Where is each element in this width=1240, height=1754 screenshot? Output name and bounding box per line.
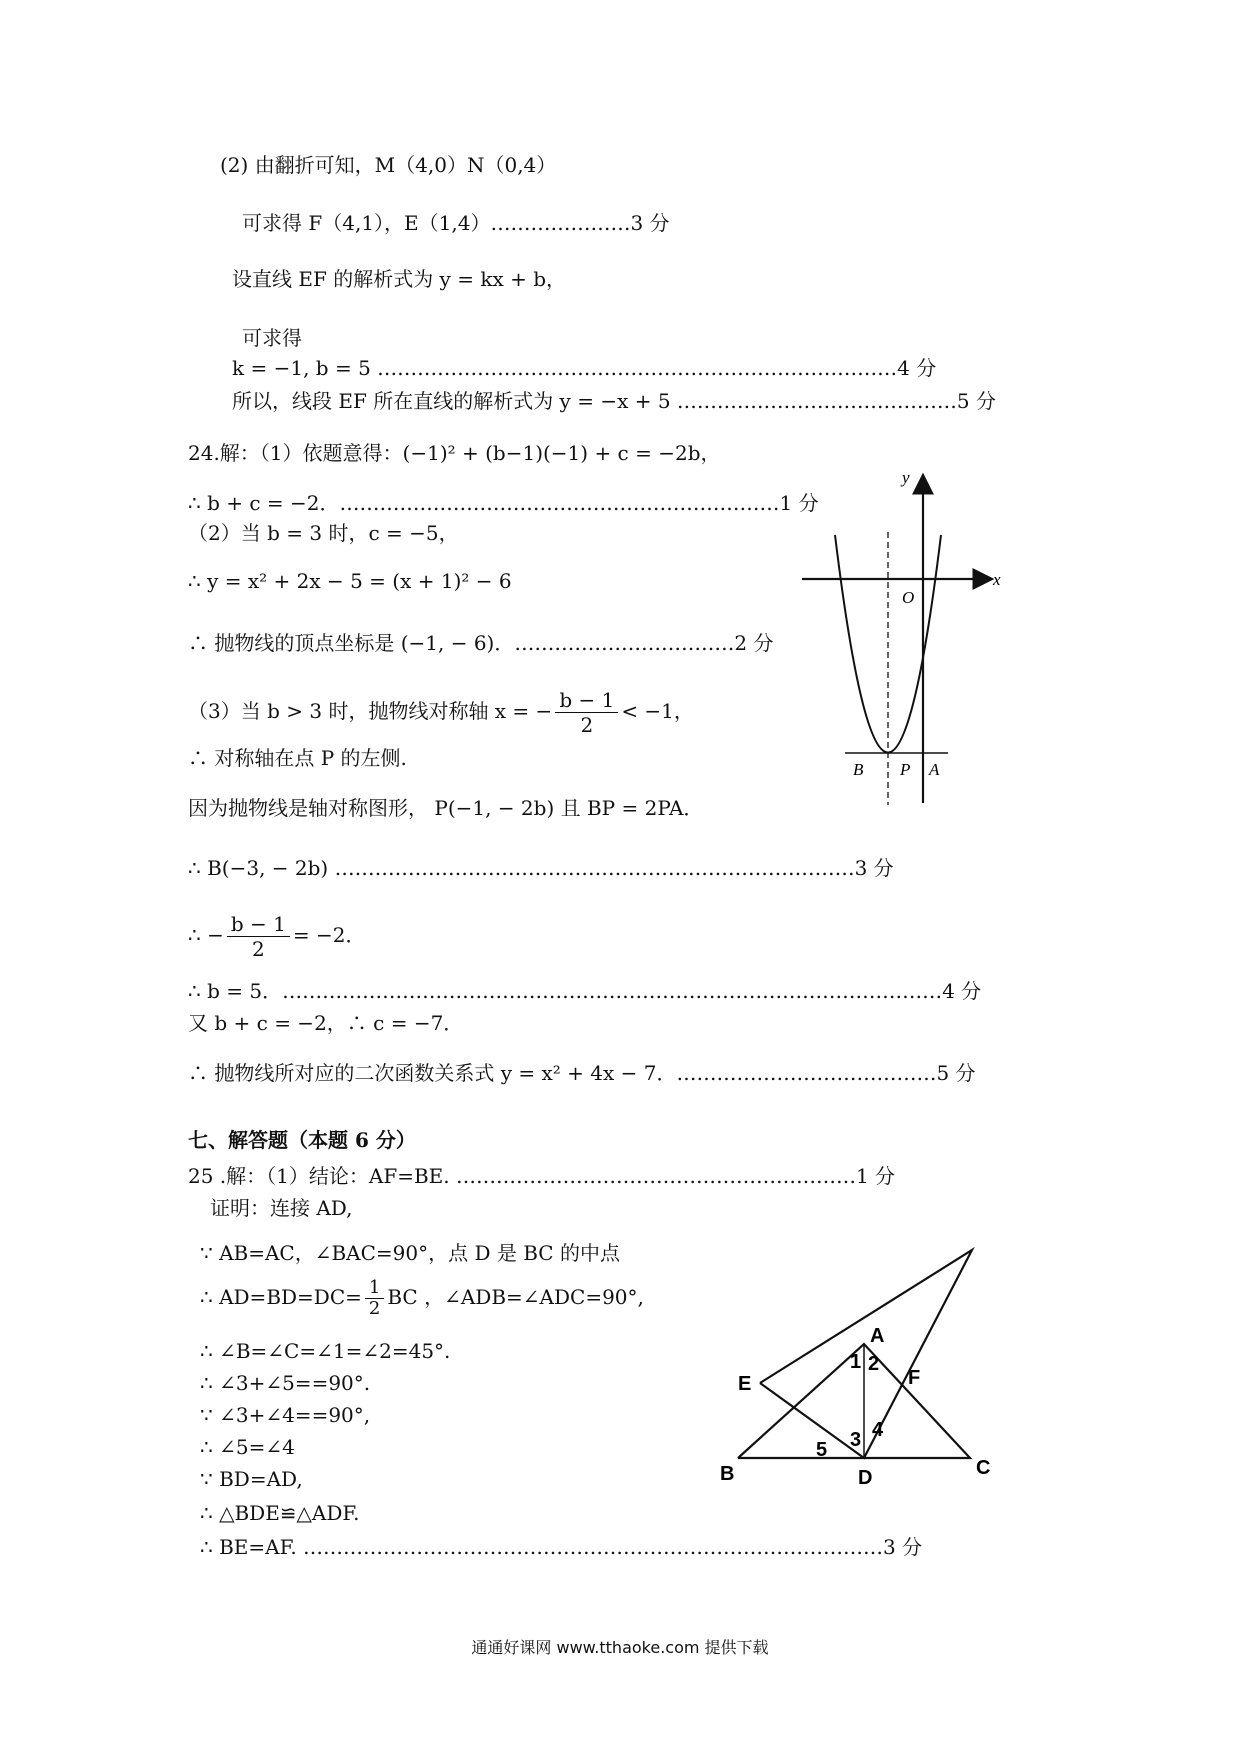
fraction xyxy=(365,1278,384,1319)
label-c: C xyxy=(976,1457,991,1479)
q24-line10-post: = −2． xyxy=(292,923,366,947)
q24-line10 xyxy=(188,912,365,961)
q24-line2: ∴ b + c = −2．…………………………………………………………1 分 xyxy=(188,491,819,515)
q23-line6: 所以，线段 EF 所在直线的解析式为 y = −x + 5 ……………………………………5 分 xyxy=(232,389,996,413)
q25-line11: ∴ BE=AF. ……………………………………………………………………………3 分 xyxy=(200,1535,923,1559)
q25-line4 xyxy=(200,1278,644,1319)
q24-line5: ∴ 抛物线的顶点坐标是 (−1, − 6)．……………………………2 分 xyxy=(188,631,774,655)
q25-line4-pre: ∴ AD=BD=DC= xyxy=(200,1285,362,1309)
point-a-label: A xyxy=(929,760,940,779)
q25-line6: ∴ ∠3+∠5==90°. xyxy=(200,1371,371,1395)
fraction-denominator: 2 xyxy=(580,713,594,737)
q25-line7: ∵ ∠3+∠4==90°, xyxy=(200,1403,371,1427)
fraction xyxy=(227,912,290,961)
q25-line2: 证明：连接 AD, xyxy=(210,1196,353,1220)
angle-4-label: 4 xyxy=(872,1419,884,1441)
angle-2-label: 2 xyxy=(868,1353,880,1375)
fraction xyxy=(555,688,618,737)
point-p-label: P xyxy=(900,760,911,779)
label-e: E xyxy=(738,1373,752,1395)
q25-line5: ∴ ∠B=∠C=∠1=∠2=45°. xyxy=(200,1339,451,1363)
q24-line4: ∴ y = x² + 2x − 5 = (x + 1)² − 6 xyxy=(188,569,512,593)
q25-line3: ∵ AB=AC，∠BAC=90°，点 D 是 BC 的中点 xyxy=(200,1241,620,1265)
y-axis-label: y xyxy=(902,468,910,487)
triangle-figure xyxy=(700,1240,1020,1490)
angle-1-label: 1 xyxy=(850,1351,862,1373)
q24-line6 xyxy=(188,688,694,737)
fraction-numerator: b − 1 xyxy=(555,688,618,713)
q24-line6-pre: （3）当 b > 3 时，抛物线对称轴 x = − xyxy=(188,699,553,723)
fraction-denominator: 2 xyxy=(251,937,265,961)
q25-line1: 25 .解：（1）结论：AF=BE. ……………………………………………………1 分 xyxy=(188,1164,896,1188)
page-footer: 通通好课网 www.tthaoke.com 提供下载 xyxy=(471,1638,769,1657)
angle-3-label: 3 xyxy=(850,1429,862,1451)
q24-line8: 因为抛物线是轴对称图形， P(−1, − 2b) 且 BP = 2PA． xyxy=(188,796,704,820)
parabola-graph xyxy=(790,465,1010,810)
origin-label: O xyxy=(902,588,915,607)
label-b: B xyxy=(720,1463,735,1485)
fraction-denominator: 2 xyxy=(368,1298,381,1319)
q24-line6-post: < −1， xyxy=(621,699,694,723)
q24-line12: 又 b + c = −2，∴ c = −7． xyxy=(188,1011,464,1035)
label-d: D xyxy=(858,1467,873,1489)
angle-5-label: 5 xyxy=(816,1439,828,1461)
q23-line1: (2) 由翻折可知，M（4,0）N（0,4） xyxy=(220,153,557,177)
q25-line10: ∴ △BDE≌△ADF. xyxy=(200,1501,360,1525)
q24-line7: ∴ 对称轴在点 P 的左侧. xyxy=(188,746,407,770)
q23-line2: 可求得 F（4,1），E（1,4）…………………3 分 xyxy=(242,211,670,235)
q24-line3: （2）当 b = 3 时，c = −5， xyxy=(188,521,459,545)
label-f: F xyxy=(908,1367,921,1389)
q23-line3: 设直线 EF 的解析式为 y = kx + b， xyxy=(232,267,566,291)
q24-line13: ∴ 抛物线所对应的二次函数关系式 y = x² + 4x − 7．…………………………………5 分 xyxy=(188,1061,976,1085)
fraction-numerator: b − 1 xyxy=(227,912,290,937)
section7-title: 七、解答题（本题 6 分） xyxy=(188,1128,416,1152)
q23-line4: 可求得 xyxy=(242,326,302,350)
q24-line1: 24.解：（1）依题意得：(−1)² + (b−1)(−1) + c = −2b， xyxy=(188,441,721,465)
q23-line5: k = −1, b = 5 ……………………………………………………………………4 分 xyxy=(232,356,937,380)
q25-line4-post: BC ，∠ADB=∠ADC=90°, xyxy=(387,1285,644,1309)
label-a: A xyxy=(870,1325,885,1347)
point-b-label: B xyxy=(853,760,864,779)
q25-line9: ∵ BD=AD, xyxy=(200,1467,303,1491)
q24-line10-pre: ∴ − xyxy=(188,923,224,947)
fraction-numerator: 1 xyxy=(365,1278,384,1299)
q24-line9: ∴ B(−3, − 2b) ……………………………………………………………………3 分 xyxy=(188,856,894,880)
x-axis-label: x xyxy=(993,570,1001,589)
q24-line11: ∴ b = 5．………………………………………………………………………………………4 分 xyxy=(188,979,982,1003)
q25-line8: ∴ ∠5=∠4 xyxy=(200,1435,295,1459)
